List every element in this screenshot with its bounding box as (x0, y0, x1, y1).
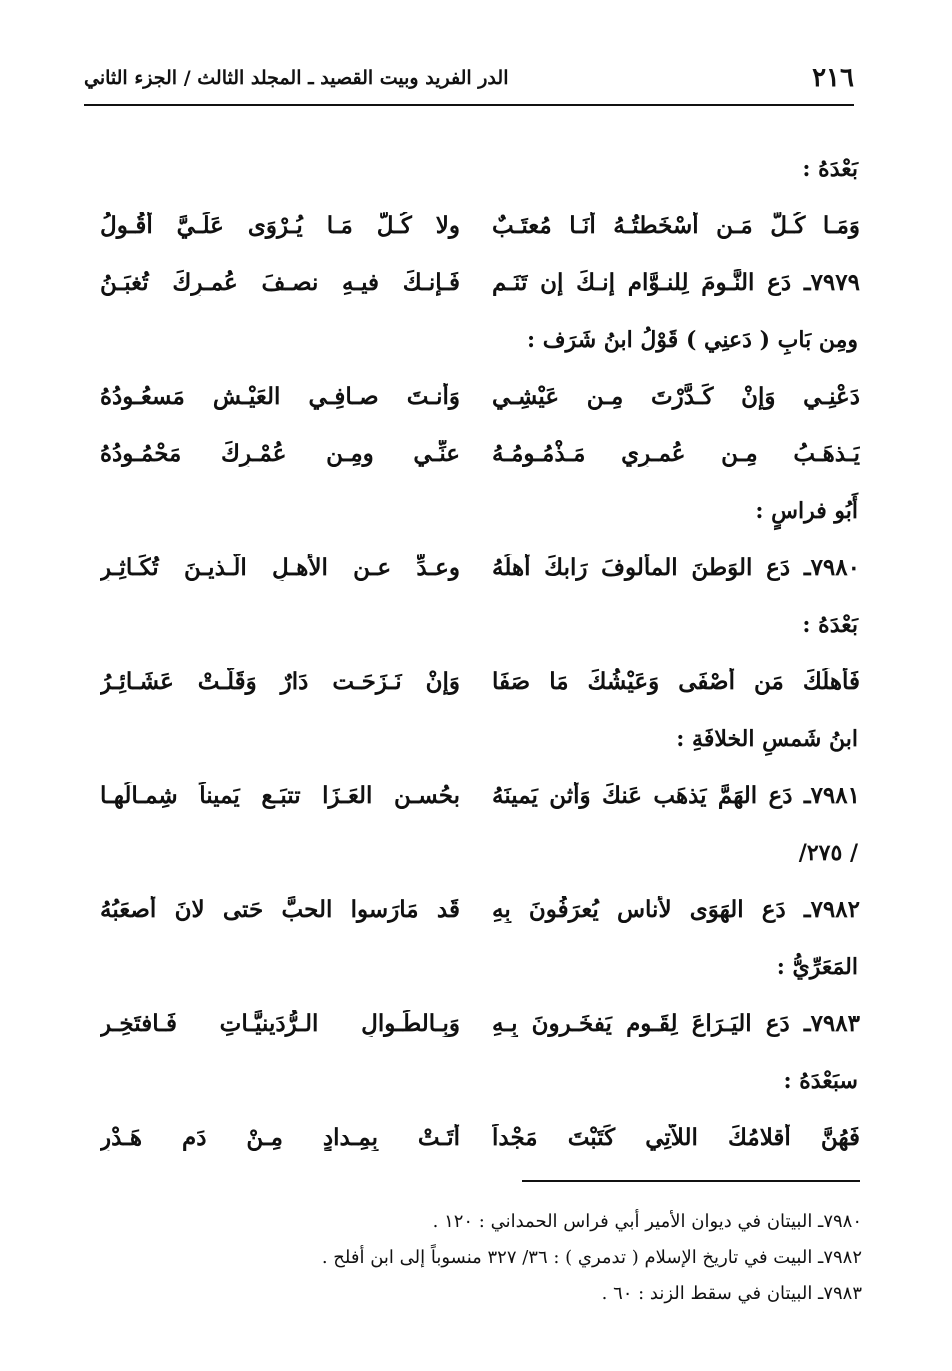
verse (100, 212, 860, 239)
verse (100, 383, 860, 410)
verse-line (100, 767, 860, 824)
header-rule (84, 104, 854, 106)
page-body (100, 140, 860, 1166)
prose-line (100, 596, 860, 653)
second-hemistich: ولا كُـلُّ مَـا يُـرْوَى عَلَـيَّ أَقُـولُ (100, 212, 460, 239)
page-number: ٢١٦ (812, 63, 854, 93)
line-text: بَعْدَهُ : (802, 155, 858, 182)
verse-line (100, 1109, 860, 1166)
verse-line (100, 995, 860, 1052)
second-hemistich: وعـدِّ عـنِ الأَهـلِ الَّـذيـنَ تُكَـاثِـرِ (100, 554, 460, 581)
verse (100, 269, 860, 296)
verse (100, 1010, 860, 1037)
first-hemistich: ٧٩٧٩ـ دَعِ النَّـومَ لِلنـوَّام إِنـكَ إِن تَنَـم (492, 269, 860, 296)
verse (100, 782, 860, 809)
second-hemistich: قَد مَارَسوا الحبَّ حَتى لانَ أَصعَبُهُ (100, 896, 460, 923)
running-title: الدر الفريد وبيت القصيد ـ المجلد الثالث / الجزء الثاني (84, 67, 509, 89)
first-hemistich: ٧٩٨١ـ دَعِ الهَمَّ يَذهَب عَنكَ وَأْثنِ يَمينَهُ (492, 782, 860, 809)
verse (100, 668, 860, 695)
second-hemistich: عنِّـي ومِـن عُمْـرِكَ مَحْمُـودُهُ (100, 440, 460, 467)
verse (100, 896, 860, 923)
footnote: ٧٩٨٣ـ البيتان في سقط الزند : ٦٠ . (601, 1282, 862, 1304)
second-hemistich: وَأَنـتَ صـافِـي العَيْـشِ مَسعُـودُهُ (100, 383, 460, 410)
verse (100, 554, 860, 581)
prose-line (100, 824, 860, 881)
verse (100, 1124, 860, 1151)
prose-line (100, 1052, 860, 1109)
first-hemistich: وَمَـا كُـلُّ مَـن أَسْخَطتُـهُ أَنَـا مُعتَـبٌ (492, 212, 860, 239)
verse-line (100, 425, 860, 482)
second-hemistich: أَتَـتْ بِمِـدادٍ مِـنْ دَمٍ هَـدْرِ (100, 1124, 460, 1151)
first-hemistich: دَعْنِـي وَإِنْ كَـدَّرْتَ مِـن عَيْشِـي (492, 383, 860, 410)
line-text: أَبُو فراسٍ : (755, 497, 858, 524)
first-hemistich: يَـذهَـبُ مِـن عُمـرِي مَـذْمُـومُـهُ (492, 440, 860, 467)
running-head (84, 58, 854, 98)
verse (100, 440, 860, 467)
prose-line (100, 938, 860, 995)
footnotes (150, 1203, 862, 1311)
first-hemistich: ٧٩٨٠ـ دَعِ الوَطنَ المألوفَ رَابكَ أَهلُهُ (492, 554, 860, 581)
footnote: ٧٩٨٠ـ البيتان في ديوان الأمير أبي فراس الحمداني : ١٢٠ . (432, 1210, 862, 1232)
verse-line (100, 197, 860, 254)
line-text: / ٢٧٥/ (798, 839, 858, 866)
prose-line (100, 311, 860, 368)
second-hemistich: وَإِنْ نَـزَحَـت دَارٌ وَقَلَّـتْ عَشَـائِـرُ (100, 668, 460, 695)
verse-line (100, 368, 860, 425)
first-hemistich: فَأَهلُكَ مَن أَصْفَى وَعَيْشُكَ مَا صَفَا (492, 668, 860, 695)
line-text: ومِن بَابِ ( دَعنِي ) قَوْلُ ابنُ شَرَف : (526, 326, 858, 353)
first-hemistich: ٧٩٨٢ـ دَعِ الهَوَى لأُناسٍ يُعرَفُونَ بِهِ (492, 896, 860, 923)
line-text: سبَعْدَهُ : (783, 1067, 858, 1094)
second-hemistich: وَبِـالطِّـوالِ الـرُّدَينيَّـاتِ فَـافتَخِـر (100, 1010, 460, 1037)
verse-line (100, 539, 860, 596)
verse-line (100, 881, 860, 938)
second-hemistich: فَـإِنـكَ فيـهِ نصـفَ عُمـرِكَ تُغبَـنُ (100, 269, 460, 296)
first-hemistich: فَهُنَّ أقلامُكَ اللاَّتِي كَتَبْتَ مَجْداً (492, 1124, 860, 1151)
footnote-rule (522, 1180, 860, 1182)
prose-line (100, 710, 860, 767)
verse-line (100, 254, 860, 311)
footnote: ٧٩٨٢ـ البيت في تاريخ الإسلام ( تدمري ) : ٣٦/ ٣٢٧ منسوباً إلى ابن أفلح . (321, 1246, 862, 1268)
verse-line (100, 653, 860, 710)
line-text: بَعْدَهُ : (802, 611, 858, 638)
line-text: ابنُ شَمسِ الخلافَةِ : (676, 725, 858, 752)
line-text: المَعَرِّيُّ : (776, 953, 858, 980)
first-hemistich: ٧٩٨٣ـ دَع اليَـرَاعَ لِقَـومٍ يَفخَـرونَ بِـهِ (492, 1010, 860, 1037)
prose-line (100, 140, 860, 197)
second-hemistich: بحُسـنِ العَـزَا تتبَـع يَميناً شِمـالُهـا (100, 782, 460, 809)
prose-line (100, 482, 860, 539)
